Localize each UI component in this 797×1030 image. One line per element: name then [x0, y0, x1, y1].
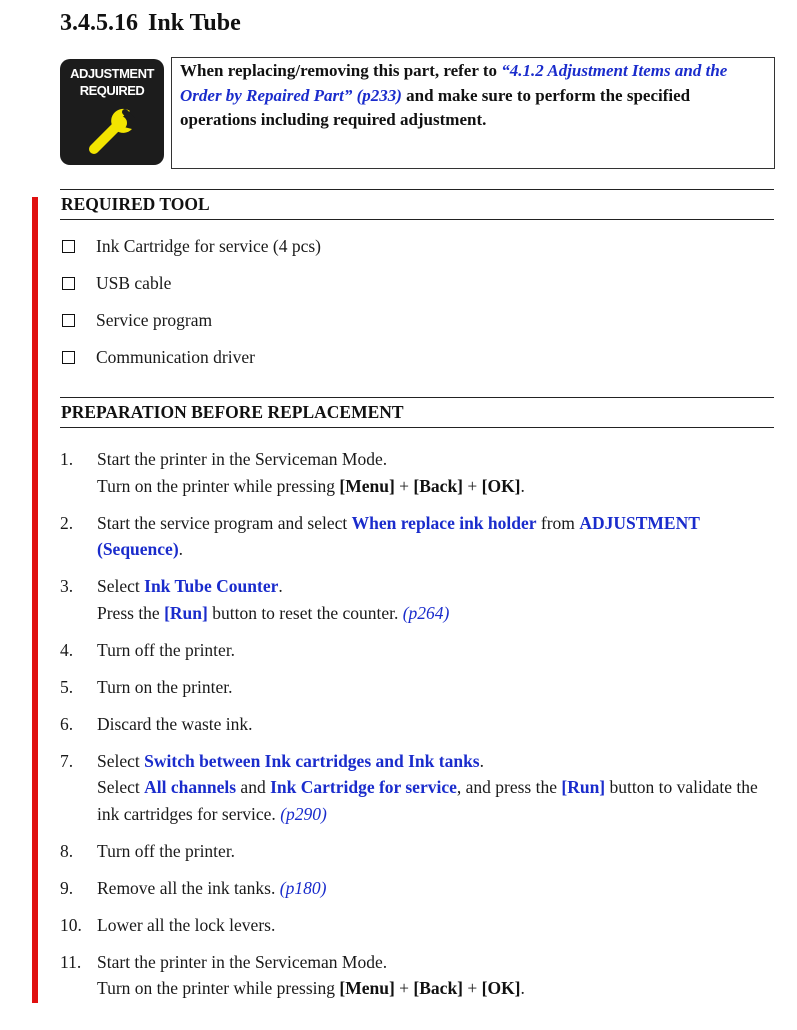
section-title: Ink Tube — [148, 10, 241, 36]
tool-item — [60, 271, 321, 308]
step-line: Start the printer in the Serviceman Mode. — [97, 951, 388, 972]
step-line — [97, 774, 780, 827]
step-5 — [60, 674, 780, 701]
step-6 — [60, 711, 780, 738]
page-link[interactable]: (p264) — [402, 602, 450, 623]
menu-key: [Menu] — [339, 978, 395, 998]
step-text — [97, 748, 780, 828]
step-number: 10. — [60, 914, 82, 935]
wrench-icon — [84, 103, 140, 159]
tool-label: Communication driver — [96, 347, 255, 367]
step-segment: from — [536, 512, 580, 533]
step-segment: . — [479, 750, 484, 771]
notice-text: When replacing/removing this part, refer to — [180, 61, 502, 80]
page-title — [60, 10, 241, 37]
step-line — [97, 748, 780, 775]
run-button-ref: [Run] — [164, 602, 208, 623]
menu-key: [Menu] — [339, 475, 395, 496]
step-text — [97, 510, 780, 563]
step-text — [97, 949, 780, 1002]
plus-sign: + — [394, 475, 414, 496]
step-segment: Turn on the printer while pressing — [97, 475, 340, 496]
tool-item — [60, 234, 321, 271]
step-line — [97, 573, 780, 600]
adjustment-required-badge — [60, 59, 164, 165]
step-number: 2. — [60, 512, 74, 533]
step-segment: , and press the — [456, 777, 562, 797]
step-segment: Select — [97, 576, 145, 596]
step-number: 6. — [60, 713, 74, 734]
step-4 — [60, 637, 780, 664]
checkbox-icon — [62, 351, 75, 364]
step-number: 5. — [60, 676, 74, 697]
step-3 — [60, 573, 780, 626]
step-line — [97, 975, 780, 1002]
step-segment: . — [278, 576, 283, 596]
checkbox-icon — [62, 277, 75, 290]
ok-key: [OK] — [481, 978, 521, 998]
menu-item-ref: Ink Cartridge for service — [270, 777, 457, 797]
step-line — [97, 473, 780, 500]
badge-line-1: ADJUSTMENT — [70, 66, 154, 81]
step-number: 8. — [60, 840, 74, 861]
step-9 — [60, 875, 780, 902]
step-segment: Press the — [97, 602, 165, 623]
procedure-list — [60, 446, 780, 1012]
step-text: Turn off the printer. — [97, 840, 236, 861]
tool-list — [60, 234, 321, 382]
tool-label: Ink Cartridge for service (4 pcs) — [96, 236, 321, 256]
step-line — [97, 600, 780, 627]
step-number: 4. — [60, 639, 74, 660]
step-text — [97, 446, 780, 499]
page-link[interactable]: (p290) — [280, 803, 327, 824]
plus-sign: + — [394, 978, 414, 998]
step-segment: Turn on the printer while pressing — [97, 978, 340, 998]
step-number: 1. — [60, 449, 74, 469]
menu-item-ref: ADJUSTMENT (Sequence) — [97, 512, 700, 559]
notice-text-end: and make sure to perform the specified operations including required adjustment. — [180, 85, 691, 129]
step-number: 3. — [60, 576, 74, 596]
section-number: 3.4.5.16 — [60, 10, 138, 36]
step-1 — [60, 446, 780, 499]
badge-line-2: REQUIRED — [79, 83, 145, 98]
plus-sign: + — [463, 475, 482, 496]
step-text: Turn on the printer. — [97, 676, 233, 697]
step-7 — [60, 748, 780, 828]
menu-item-ref: Ink Tube Counter — [144, 576, 279, 596]
adjustment-notice — [171, 57, 775, 169]
step-text: Discard the waste ink. — [97, 713, 253, 734]
tool-item — [60, 308, 321, 345]
step-segment: and — [236, 777, 271, 797]
step-segment: button to reset the counter. — [207, 602, 403, 623]
badge-label — [60, 65, 164, 99]
step-text: Lower all the lock levers. — [97, 914, 276, 935]
back-key: [Back] — [413, 978, 463, 998]
step-text: Turn off the printer. — [97, 639, 236, 660]
step-text — [97, 875, 780, 902]
tool-item — [60, 345, 321, 382]
page-link[interactable]: (p180) — [279, 877, 327, 898]
step-text — [97, 573, 780, 626]
tool-label: USB cable — [96, 273, 172, 293]
menu-item-ref: Switch between Ink cartridges and Ink tanks — [144, 750, 480, 771]
step-segment: Start the service program and select — [97, 512, 352, 533]
step-number: 9. — [60, 877, 74, 898]
plus-sign: + — [463, 978, 482, 998]
step-number: 7. — [60, 750, 74, 771]
step-10 — [60, 912, 780, 939]
tool-label: Service program — [96, 310, 213, 330]
step-segment: Select — [97, 777, 145, 797]
run-button-ref: [Run] — [561, 777, 606, 797]
adjustment-link[interactable]: “4.1.2 Adjustment Items and the Order by Repaired Part” (p233) — [180, 61, 728, 105]
step-segment: . — [178, 539, 184, 559]
back-key: [Back] — [413, 475, 463, 496]
step-11 — [60, 949, 780, 1002]
step-segment: button to validate the ink cartridges for service. — [97, 777, 758, 824]
step-2 — [60, 510, 780, 563]
step-segment: Select — [97, 750, 145, 771]
change-bar — [32, 197, 38, 1003]
step-segment: . — [520, 475, 525, 496]
preparation-heading: PREPARATION BEFORE REPLACEMENT — [60, 397, 774, 428]
required-tool-heading: REQUIRED TOOL — [60, 189, 774, 220]
step-segment: Remove all the ink tanks. — [97, 877, 280, 898]
step-number: 11. — [60, 951, 82, 972]
step-segment: . — [520, 978, 525, 998]
menu-item-ref: All channels — [144, 777, 237, 797]
ok-key: [OK] — [481, 475, 521, 496]
checkbox-icon — [62, 314, 75, 327]
checkbox-icon — [62, 240, 75, 253]
step-8 — [60, 838, 780, 865]
step-line: Start the printer in the Serviceman Mode. — [97, 449, 388, 469]
menu-item-ref: When replace ink holder — [351, 512, 537, 533]
